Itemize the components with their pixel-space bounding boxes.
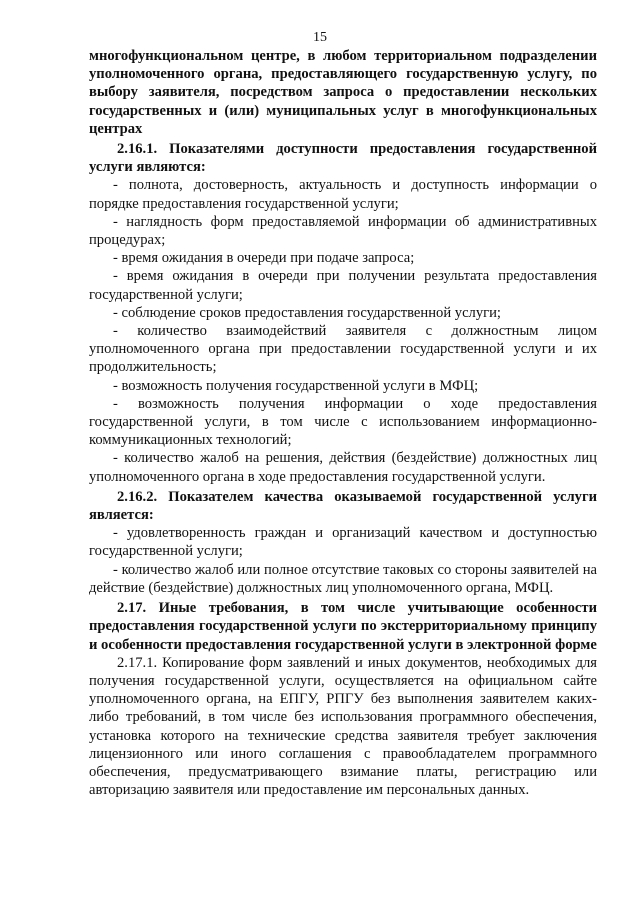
- list-item: - время ожидания в очереди при получении результата предоставления государственной услуги;: [89, 268, 597, 303]
- list-item: - возможность получения государственной услуги в МФЦ;: [113, 377, 479, 394]
- list-item: - количество жалоб или полное отсутствие таковых со стороны заявителей на действие (бездействие) должностных лиц уполномоченного органа, МФЦ.: [89, 561, 597, 596]
- paragraph-2-17-1: 2.17.1. Копирование форм заявлений и иных документов, необходимых для получения государственной услуги, осуществляется на официальном сайте уполномоченного органа, на ЕПГУ, РПГУ без выполнения заявителем каких-либо требований, в том числе без использования программного обеспечения, установка которого на технические средства заявителя требует заключения лицензионного или иного соглашения с правообладателем программного обеспечения, предусматривающего взимание платы, регистрацию или авторизацию заявителя или предоставление им персональных данных.: [89, 654, 597, 799]
- heading-2-16-2: 2.16.2. Показателем качества оказываемой государственной услуги является:: [89, 488, 597, 524]
- list-item: - полнота, достоверность, актуальность и доступность информации о порядке предоставления государственной услуги;: [89, 177, 597, 212]
- paragraph-mfc-heading-continuation: многофункциональном центре, в любом территориальном подразделении уполномоченного органа, предоставляющего государственную услугу, по выбору заявителя, посредством запроса о предоставлении нескольких государственных и (или) муниципальных услуг в многофункциональных центрах: [89, 48, 597, 137]
- document-body: [89, 47, 597, 799]
- list-item: - количество взаимодействий заявителя с должностным лицом уполномоченного органа при предоставлении государственной услуги и их продолжительность;: [89, 323, 597, 376]
- list-item: - наглядность форм предоставляемой информации об административных процедурах;: [89, 213, 597, 249]
- list-item: - время ожидания в очереди при подаче запроса;: [113, 250, 415, 267]
- page-number: 15: [313, 30, 327, 45]
- heading-2-16-1: 2.16.1. Показателями доступности предоставления государственной услуги являются:: [89, 141, 597, 176]
- list-item: - соблюдение сроков предоставления государственной услуги;: [113, 304, 501, 321]
- list-item: - удовлетворенность граждан и организаций качеством и доступностью государственной услуги;: [89, 525, 597, 560]
- heading-2-17: 2.17. Иные требования, в том числе учитывающие особенности предоставления государственной услуги по экстерриториальному принципу и особенности предоставления государственной услуги в электронной форме: [89, 600, 597, 653]
- list-item: - возможность получения информации о ходе предоставления государственной услуги, в том числе с использованием информационно-коммуникационных технологий;: [89, 395, 597, 449]
- list-item: - количество жалоб на решения, действия (бездействие) должностных лиц уполномоченного органа в ходе предоставления государственной услуги.: [89, 450, 597, 485]
